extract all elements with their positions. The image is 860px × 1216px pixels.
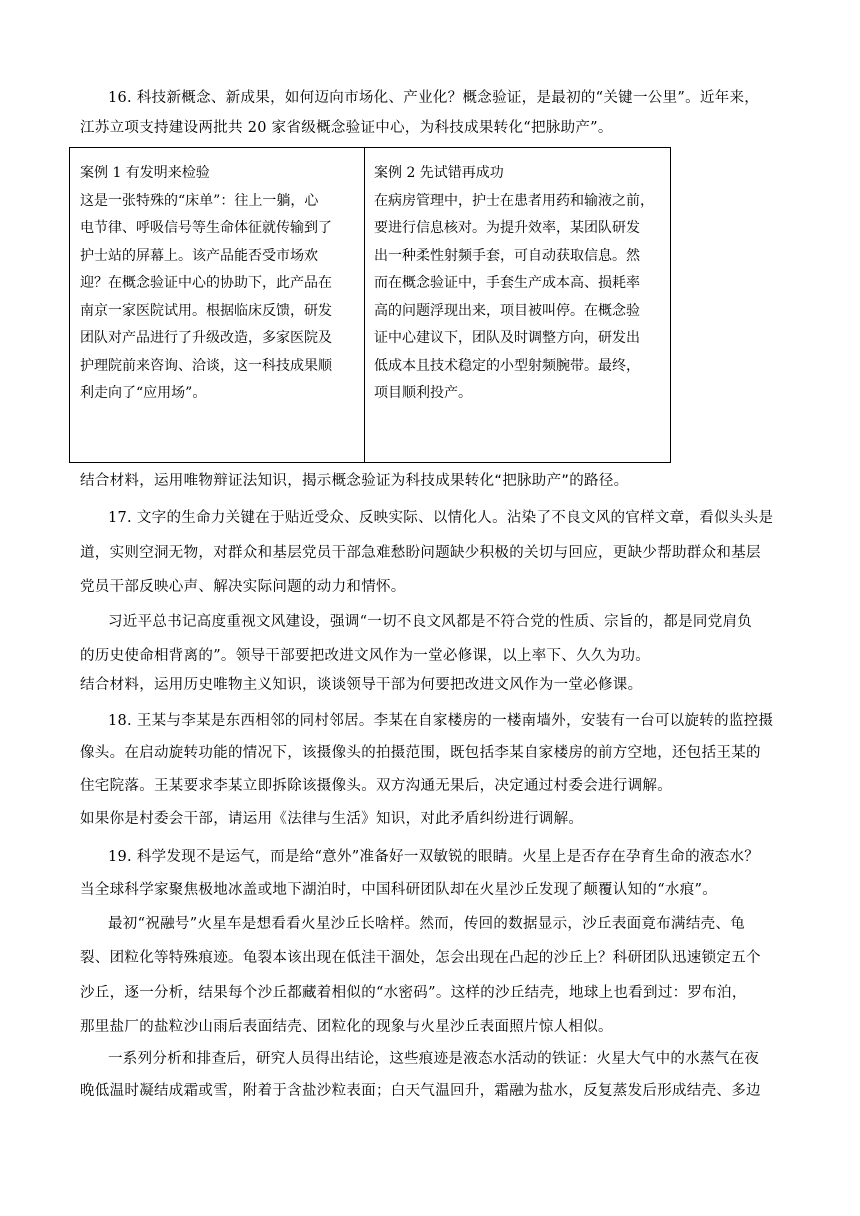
case2-line: 而在概念验证中，手套生产成本高、损耗率 bbox=[374, 275, 640, 291]
q19-para2-line-3: 沙丘，逐一分析，结果每个沙丘都藏着相似的“水密码”。这样的沙丘结壳，地球上也看到过：罗布泊， bbox=[80, 985, 747, 1001]
case1-line: 这是一张特殊的“床单”：往上一躺，心 bbox=[80, 192, 319, 209]
q16-question: 结合材料，运用唯物辩证法知识，揭示概念验证为科技成果转化“把脉助产”的路径。 bbox=[80, 473, 629, 489]
case2-title: 案例 2 先试错再成功 bbox=[374, 165, 504, 181]
case2-line: 要进行信息核对。为提升效率，某团队研发 bbox=[374, 220, 640, 236]
q16-intro-line-1: 16. 科技新概念、新成果，如何迈向市场化、产业化？概念验证，是最初的“关键一公里”。近年来， bbox=[108, 90, 760, 106]
q17-para1-line-2: 道，实则空洞无物，对群众和基层党员干部急难愁盼问题缺少积极的关切与回应，更缺少帮助群众和基层 bbox=[80, 545, 761, 561]
q17-question: 结合材料，运用历史唯物主义知识，谈谈领导干部为何要把改进文风作为一堂必修课。 bbox=[80, 677, 643, 693]
q17-para2-line-2: 的历史使命相背离的”。领导干部要把改进文风作为一堂必修课，以上率下、久久为功。 bbox=[80, 648, 651, 664]
q17-para1-line-3: 党员干部反映心声、解决实际问题的动力和情怀。 bbox=[80, 579, 406, 595]
case1-line: 电节律、呼吸信号等生命体征就传输到了 bbox=[80, 220, 332, 236]
case1-line: 迎？在概念验证中心的协助下，此产品在 bbox=[80, 275, 332, 291]
q18-para-line-3: 住宅院落。王某要求李某立即拆除该摄像头。双方沟通无果后，决定通过村委会进行调解。 bbox=[80, 778, 672, 794]
case1-line: 护理院前来咨询、洽谈，这一科技成果顺 bbox=[80, 357, 332, 374]
case1-cell bbox=[80, 160, 356, 408]
q19-para3-line-1: 一系列分析和排查后，研究人员得出结论，这些痕迹是液态水活动的铁证：火星大气中的水蒸气在夜 bbox=[108, 1051, 760, 1067]
case1-title: 案例 1 有发明来检验 bbox=[80, 165, 210, 181]
q19-para1-line-2: 当全球科学家聚焦极地冰盖或地下湖泊时，中国科研团队却在火星沙丘发现了颠覆认知的“水痕”。 bbox=[80, 882, 718, 898]
q17-para1-line-1: 17. 文字的生命力关键在于贴近受众、反映实际、以情化人。沾染了不良文风的官样文章，看似头头是 bbox=[108, 510, 774, 526]
q19-para2-line-1: 最初“祝融号”火星车是想看看火星沙丘长啥样。然而，传回的数据显示，沙丘表面竟布满结壳、龟 bbox=[108, 916, 746, 932]
case2-line: 低成本且技术稳定的小型射频腕带。最终， bbox=[374, 357, 640, 374]
case2-line: 在病房管理中，护士在患者用药和输液之前， bbox=[374, 192, 654, 209]
q19-para2-line-4: 那里盐厂的盐粒沙山雨后表面结壳、团粒化的现象与火星沙丘表面照片惊人相似。 bbox=[80, 1019, 613, 1035]
q17-para2-line-1: 习近平总书记高度重视文风建设，强调“一切不良文风都是不符合党的性质、宗旨的，都是同党肩负 bbox=[108, 614, 753, 630]
case-table bbox=[69, 147, 671, 463]
case1-line: 护士站的屏幕上。该产品能否受市场欢 bbox=[80, 247, 318, 264]
case1-line: 团队对产品进行了升级改造，多家医院及 bbox=[80, 330, 332, 346]
q18-question: 如果你是村委会干部，请运用《法律与生活》知识，对此矛盾纠纷进行调解。 bbox=[80, 811, 584, 827]
q19-para3-line-2: 晚低温时凝结成霜或雪，附着于含盐沙粒表面；白天气温回升，霜融为盐水，反复蒸发后形成结壳、多边 bbox=[80, 1083, 761, 1099]
q19-para1-line-1: 19. 科学发现不是运气，而是给“意外”准备好一双敏锐的眼睛。火星上是否存在孕育生命的液态水？ bbox=[108, 849, 760, 865]
table-divider bbox=[364, 148, 365, 462]
case2-line: 高的问题浮现出来，项目被叫停。在概念验 bbox=[374, 302, 640, 319]
q18-para-line-1: 18. 王某与李某是东西相邻的同村邻居。李某在自家楼房的一楼南墙外，安装有一台可以旋转的监控摄 bbox=[108, 713, 774, 729]
q19-para2-line-2: 裂、团粒化等特殊痕迹。龟裂本该出现在低洼干涸处，怎会出现在凸起的沙丘上？科研团队迅速锁定五个 bbox=[80, 950, 761, 966]
case2-line: 证中心建议下，团队及时调整方向，研发出 bbox=[374, 330, 640, 346]
case2-line: 项目顺利投产。 bbox=[374, 385, 472, 401]
case2-cell bbox=[374, 160, 664, 408]
case1-line: 利走向了“应用场”。 bbox=[80, 385, 207, 401]
case1-line: 南京一家医院试用。根据临床反馈，研发 bbox=[80, 302, 332, 319]
q16-intro-line-2: 江苏立项支持建设两批共 20 家省级概念验证中心，为科技成果转化“把脉助产”。 bbox=[80, 120, 613, 136]
q18-para-line-2: 像头。在启动旋转功能的情况下，该摄像头的拍摄范围，既包括李某自家楼房的前方空地，还包括王某的 bbox=[80, 745, 761, 761]
case2-line: 出一种柔性射频手套，可自动获取信息。然 bbox=[374, 247, 640, 264]
